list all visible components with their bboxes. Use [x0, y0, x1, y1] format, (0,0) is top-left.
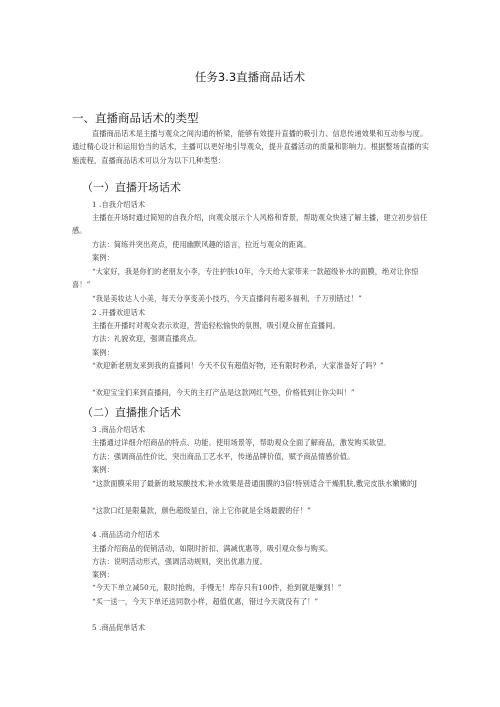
case-quote: “欢迎宝宝们来到直播间，今天的主打产品是这款网红气垫，价格低到让你尖叫！”: [92, 388, 355, 397]
intro-paragraph: 直播商品话术是主播与观众之间沟通的桥梁，能够有效提升直播的吸引力、信息传递效果和互动参与度。通过精心设计和运用恰当的话术，主播可以更好地引导观众，提升直播活动的质量和影响力。根据整场直播的实施流程，直播商品话术可以分为以下几种类型：: [72, 129, 430, 165]
case-quote: “今天下单立减50元，限时抢购，手慢无！库存只有100件，抢到就是赚到！”: [92, 583, 342, 592]
item-method: 方法：简练并突出亮点，使用幽默风趣的语言，拉近与观众的距离。: [92, 240, 311, 249]
section-heading: 一、直播商品话术的类型: [72, 111, 199, 125]
item-method: 方法：强调商品性价比，突出商品工艺水平，传递品牌价值，赋予商品情感价值。: [92, 452, 355, 461]
item-description: 主播介绍商品的促销活动，如限时折扣、满减优惠等，吸引观众参与购买。: [92, 544, 333, 553]
case-quote: “我是美妆达人小美，每天分享变美小技巧，今天直播间有超多福利，千万别错过！”: [92, 294, 362, 303]
item-title: 5 .商品促单话术: [92, 623, 146, 632]
item-case-label: 案例：: [92, 348, 114, 357]
case-quote: “大家好，我是你们的老朋友小李，专注护肤10年，今天给大家带来一款超级补水的面膜，绝对让你惊喜！”: [72, 267, 419, 290]
item-description: 主播在开播时对观众表示欢迎，营造轻松愉快的氛围，吸引观众留在直播间。: [92, 321, 340, 330]
item-description: 主播通过详细介绍商品的特点、功能、使用场景等，帮助观众全面了解商品，激发购买欲望。: [92, 438, 391, 447]
item-case-label: 案例：: [92, 570, 114, 579]
subsection-heading-opening: （一）直播开场话术: [82, 181, 181, 194]
subsection-heading-promotion: （二）直播推介话术: [82, 406, 181, 419]
case-quote: “买一送一，今天下单还送同款小样，超值优惠，错过今天就没有了！”: [92, 597, 319, 606]
item-title: 1 .自我介绍话术: [92, 200, 146, 209]
case-quote: “欢迎新老朋友来到我的直播间！今天不仅有超值好物，还有限时秒杀，大家准备好了吗？”: [92, 361, 384, 370]
case-quote: “这款口红是限量款，颜色超级显白，涂上它你就是全场最靓的仔！”: [92, 506, 311, 515]
item-method: 方法：说明活动形式，强调活动规则，突出优惠力度。: [92, 557, 267, 566]
item-description: 主播在开场时通过简短的自我介绍，向观众展示个人风格和背景，帮助观众快速了解主播，建立初步信任感。: [72, 213, 428, 236]
item-title: 3 .商品介绍话术: [92, 425, 146, 434]
item-case-label: 案例：: [92, 253, 114, 262]
document-title: 任务3.3直播商品话术: [194, 70, 306, 84]
item-method: 方法：礼貌欢迎，强调直播亮点。: [92, 334, 202, 343]
item-case-label: 案例：: [92, 465, 114, 474]
item-title: 2 .开播欢迎话术: [92, 308, 146, 317]
case-quote: “这款面膜采用了最新的玻尿酸技术,补水效果是普通面膜的3倍!特别适合干燥肌肤,敷完皮肤水嫩嫩的J: [92, 479, 418, 488]
item-title: 4 .商品活动介绍话术: [92, 530, 160, 539]
